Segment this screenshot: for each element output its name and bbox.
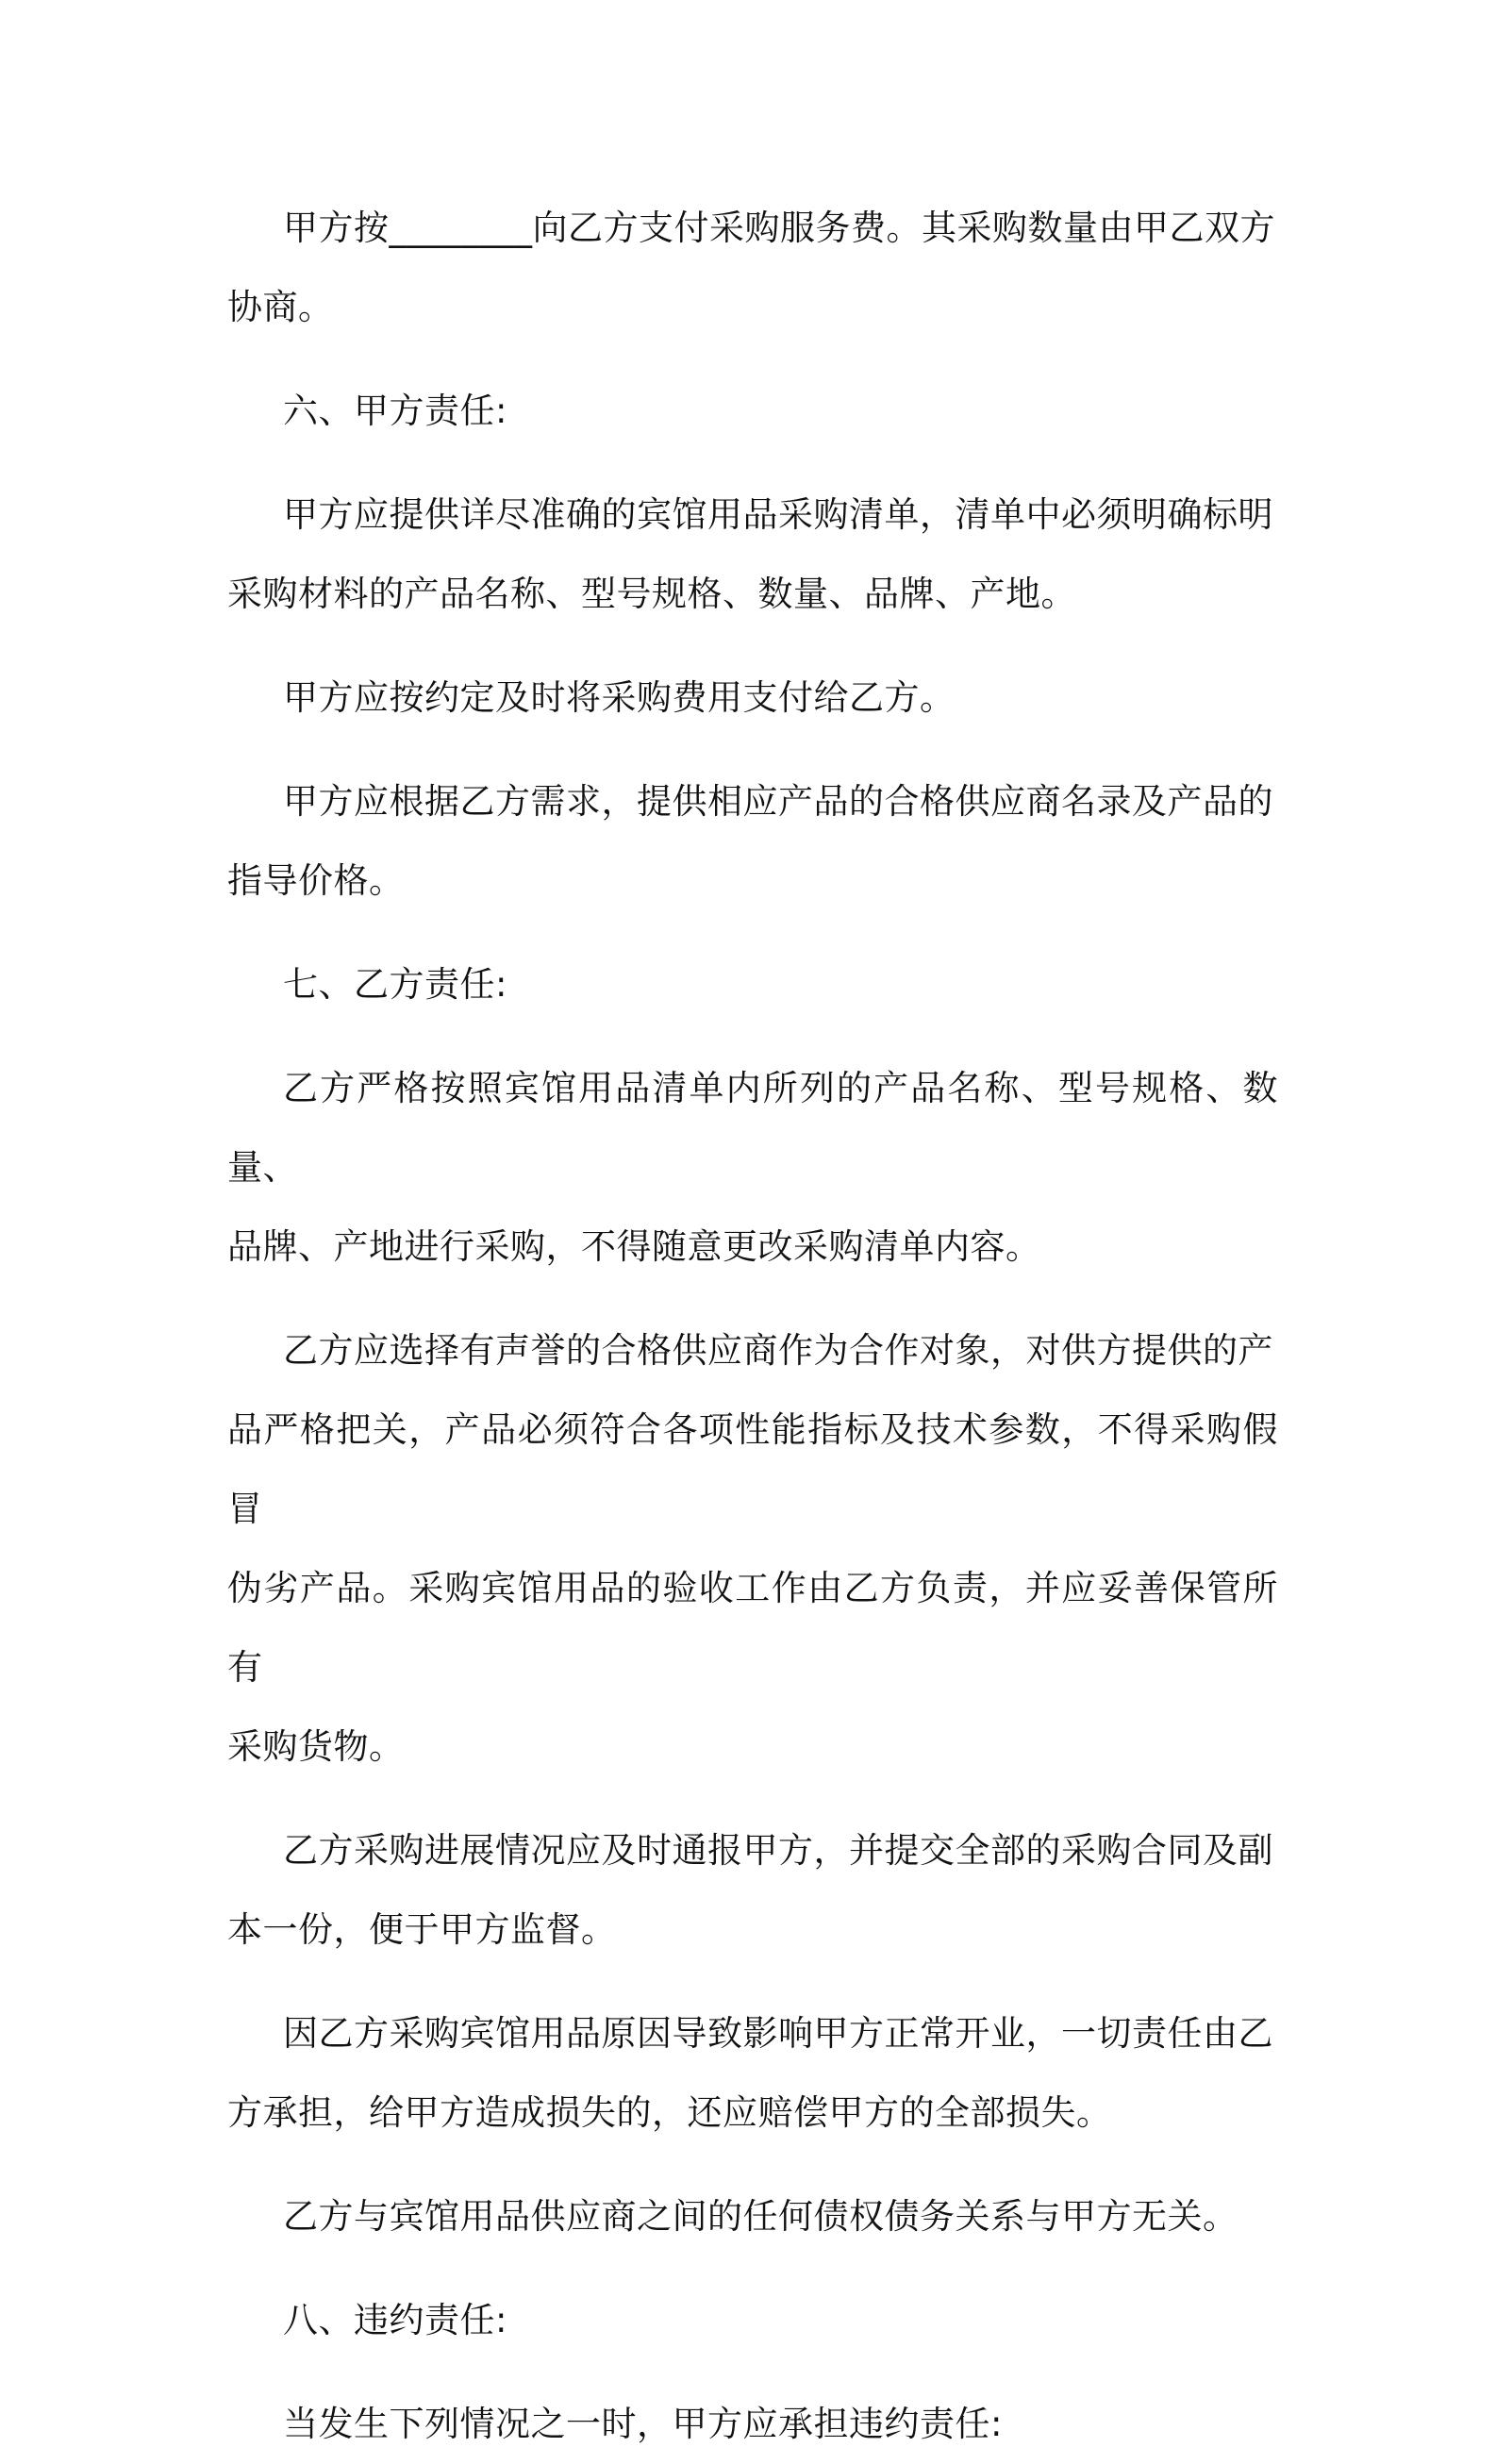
paragraph [227, 475, 1278, 634]
paragraph-line: 协商。 [227, 287, 334, 327]
paragraph-line: 指导价格。 [227, 860, 405, 901]
paragraph-line: 甲方应按约定及时将采购费用支付给乙方。 [283, 677, 956, 718]
paragraph [227, 762, 1278, 921]
paragraph-line: 品严格把关，产品必须符合各项性能指标及技术参数，不得采购假冒 [227, 1409, 1278, 1529]
paragraph [227, 1994, 1278, 2153]
paragraph-line: 伪劣产品。采购宾馆用品的验收工作由乙方负责，并应妥善保管所有 [227, 1568, 1278, 1688]
paragraph-line: 乙方与宾馆用品供应商之间的任何债权债务关系与甲方无关。 [283, 2196, 1238, 2237]
paragraph-line: 乙方采购进展情况应及时通报甲方，并提交全部的采购合同及副 [283, 1830, 1273, 1871]
paragraph [227, 1049, 1278, 1287]
paragraph [227, 2385, 1278, 2464]
paragraph [227, 658, 1278, 738]
paragraph [227, 2177, 1278, 2256]
paragraph [227, 1811, 1278, 1970]
paragraph-line: 方承担，给甲方造成损失的，还应赔偿甲方的全部损失。 [227, 2092, 1112, 2133]
paragraph-line: 当发生下列情况之一时，甲方应承担违约责任: [283, 2404, 1003, 2444]
paragraph-line: 甲方应提供详尽准确的宾馆用品采购清单，清单中必须明确标明 [283, 494, 1273, 535]
paragraph-line: 采购货物。 [227, 1726, 405, 1767]
section-heading: 八、违约责任: [283, 2300, 507, 2340]
section-heading: 六、甲方责任: [283, 391, 507, 431]
paragraph-line: 甲方按________向乙方支付采购服务费。其采购数量由甲乙双方 [283, 208, 1275, 248]
section-heading: 七、乙方责任: [283, 964, 507, 1005]
document-body [227, 189, 1278, 2464]
paragraph-line: 本一份，便于甲方监督。 [227, 1909, 617, 1950]
paragraph-line: 品牌、产地进行采购，不得随意更改采购清单内容。 [227, 1226, 1041, 1267]
paragraph-line: 采购材料的产品名称、型号规格、数量、品牌、产地。 [227, 574, 1076, 614]
paragraph-line: 乙方应选择有声誉的合格供应商作为合作对象，对供方提供的产 [283, 1330, 1273, 1371]
paragraph-line: 乙方严格按照宾馆用品清单内所列的产品名称、型号规格、数量、 [227, 1068, 1278, 1188]
paragraph [227, 189, 1278, 347]
paragraph-line: 甲方应根据乙方需求，提供相应产品的合格供应商名录及产品的 [283, 781, 1273, 822]
paragraph [227, 1311, 1278, 1787]
paragraph-line: 因乙方采购宾馆用品原因导致影响甲方正常开业，一切责任由乙 [283, 2013, 1273, 2054]
